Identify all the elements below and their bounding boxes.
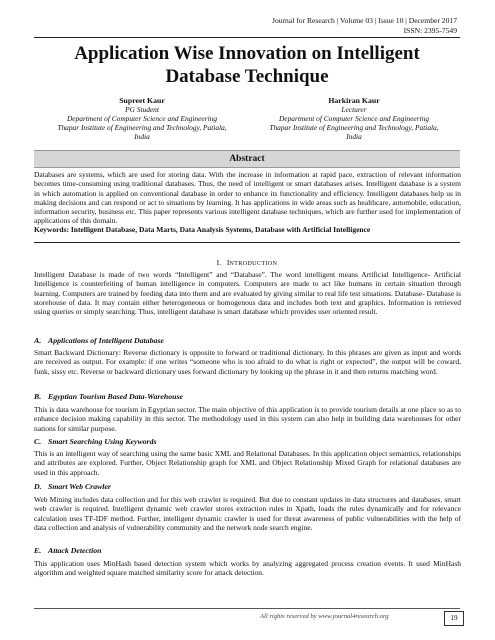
- footer-rights-text: All rights reserved by www.journal4research.org: [260, 613, 389, 620]
- abstract-text: Databases are systems, which are used for storing data. With the increase in information at rapid pace, extraction of relevant information becomes time-consuming using traditional databases. Thus, the need of intelligent or smart databases arises. Intelligent database is a system in which automation is applied on conventional database in order to enhance its functionality and efficiency. Intelligent databases help us in making decisions and can respond or act to situations by learning. It has applications in wide areas such as healthcare, automobile, education, information security, business etc. This paper represents various intelligent database techniques, which are further used for implementation of applications of this domain.: [34, 170, 461, 226]
- journal-info: Journal for Research | Volume 03 | Issue 10 | December 2017: [271, 16, 457, 25]
- keywords-label: Keywords:: [34, 225, 69, 234]
- subsection-title: Egyptian Tourism Based Data-Warehouse: [48, 392, 183, 401]
- subsection-text-b: This is data warehouse for tourism in Egyptian sector. The main objective of this application is to provide tourism details at one place so as to enhance decision making capability in this sector. The methodology used in this system can also help in building data warehouses for other nations for similar purpose.: [34, 405, 461, 433]
- journal-header: [272, 16, 457, 35]
- author-role: PG Student: [125, 105, 159, 115]
- subsection-text-c: This is an intelligent way of searching using the same basic XML and Relational Databases. In this application object semantics, relationships and attributes are explored. Further, Object Relationship graph for XML and Object Relationship Mixed Graph for relational databases are used in this approach.: [34, 449, 461, 477]
- subsection-letter: C.: [34, 437, 42, 446]
- author-department: Department of Computer Science and Engineering: [278, 114, 430, 124]
- introduction-text: Intelligent Database is made of two words “Intelligent” and “Database”. The word intelligent means Artificial Intelligence- Artificial Intelligence is counterfeiting of human intelligence in computers. Computers are made to act like humans in certain situation through learning. Computers are trained by feeding data into them and are evaluated by giving similar to real life test situations. Database- Database is storehouse of data. It may contain either heterogeneous or homogenous data and includes both text and graphics. Information is retrieved using queries or simply searching. Thus, intelligent database is smart database which provides user oriented result.: [34, 270, 461, 317]
- subsection-heading-a: [34, 336, 164, 345]
- author-institute: Thapar Institute of Engineering and Technology, Patiala,: [269, 123, 439, 133]
- subsection-heading-d: [34, 482, 111, 491]
- subsection-heading-e: [34, 546, 102, 555]
- author-country: India: [346, 132, 362, 142]
- title-line-1: Application Wise Innovation on Intelligent: [74, 43, 420, 64]
- section-title-rest: NTRODUCTION: [229, 260, 278, 267]
- author-institute: Thapar Institute of Engineering and Technology, Patiala,: [57, 123, 227, 133]
- subsection-letter: D.: [34, 482, 42, 491]
- abstract-divider: [34, 242, 460, 243]
- subsection-title: Applications of Intelligent Database: [48, 336, 164, 345]
- subsection-text-a: Smart Backward Dictionary: Reverse dictionary is opposite to forward or traditional dictionary. In this phrases are given as input and words are received as output. For example: if one writes “someone who is too afraid to do what is right or expected”, the output will be coward, funk, sissy etc. Reverse or backward dictionary uses forward dictionary by looking up the phrase in it and then returns matching word.: [34, 348, 461, 376]
- subsection-text-d: Web Mining includes data collection and for this web crawler is required. But due to constant updates in data structures and databases, smart web crawler is required. Intelligent dynamic web crawler stores extraction rules in Xpath, loads the rules dynamically and for relevance calculation uses TF-IDF method. Further, intelligent dynamic crawler is used for threat awareness of public vulnerabilities with the help of data collection and analysis of vulnerability community and the network node search engine.: [34, 495, 461, 532]
- author-country: India: [134, 132, 150, 142]
- subsection-text-e: This application uses MinHash based detection system which works by analyzing aggregated process creation events. It used MinHash algorithm and weighted square matched similarity score for attack detection.: [34, 559, 461, 578]
- keywords-list: Intelligent Database, Data Marts, Data Analysis Systems, Database with Artificial Intelligence: [70, 225, 371, 234]
- journal-issn: ISSN: 2395-7549: [403, 25, 457, 35]
- subsection-title: Smart Web Crawler: [48, 482, 111, 491]
- author-role: Lecturer: [341, 105, 367, 115]
- paper-title: [34, 42, 460, 88]
- subsection-letter: E.: [34, 546, 42, 555]
- title-line-2: Database Technique: [165, 66, 329, 87]
- section-title-initial: I: [226, 258, 230, 267]
- section-heading-introduction: [34, 258, 460, 267]
- subsection-heading-b: [34, 392, 183, 401]
- subsection-title: Attack Detection: [48, 546, 102, 555]
- abstract-heading: Abstract: [34, 150, 460, 168]
- subsection-title: Smart Searching Using Keywords: [48, 437, 157, 446]
- keywords-line: [34, 225, 461, 234]
- header-divider: [34, 37, 460, 38]
- author-name: Supreet Kaur: [119, 96, 165, 105]
- footer-divider: [34, 608, 460, 609]
- page-number: 19: [444, 611, 464, 626]
- subsection-heading-c: [34, 437, 157, 446]
- author-name: Harkiran Kaur: [328, 96, 380, 105]
- subsection-letter: B.: [34, 392, 42, 401]
- subsection-letter: A.: [34, 336, 42, 345]
- author-block-2: [254, 96, 454, 141]
- author-block-1: [42, 96, 242, 141]
- author-department: Department of Computer Science and Engineering: [66, 114, 218, 124]
- section-number: I.: [216, 258, 222, 267]
